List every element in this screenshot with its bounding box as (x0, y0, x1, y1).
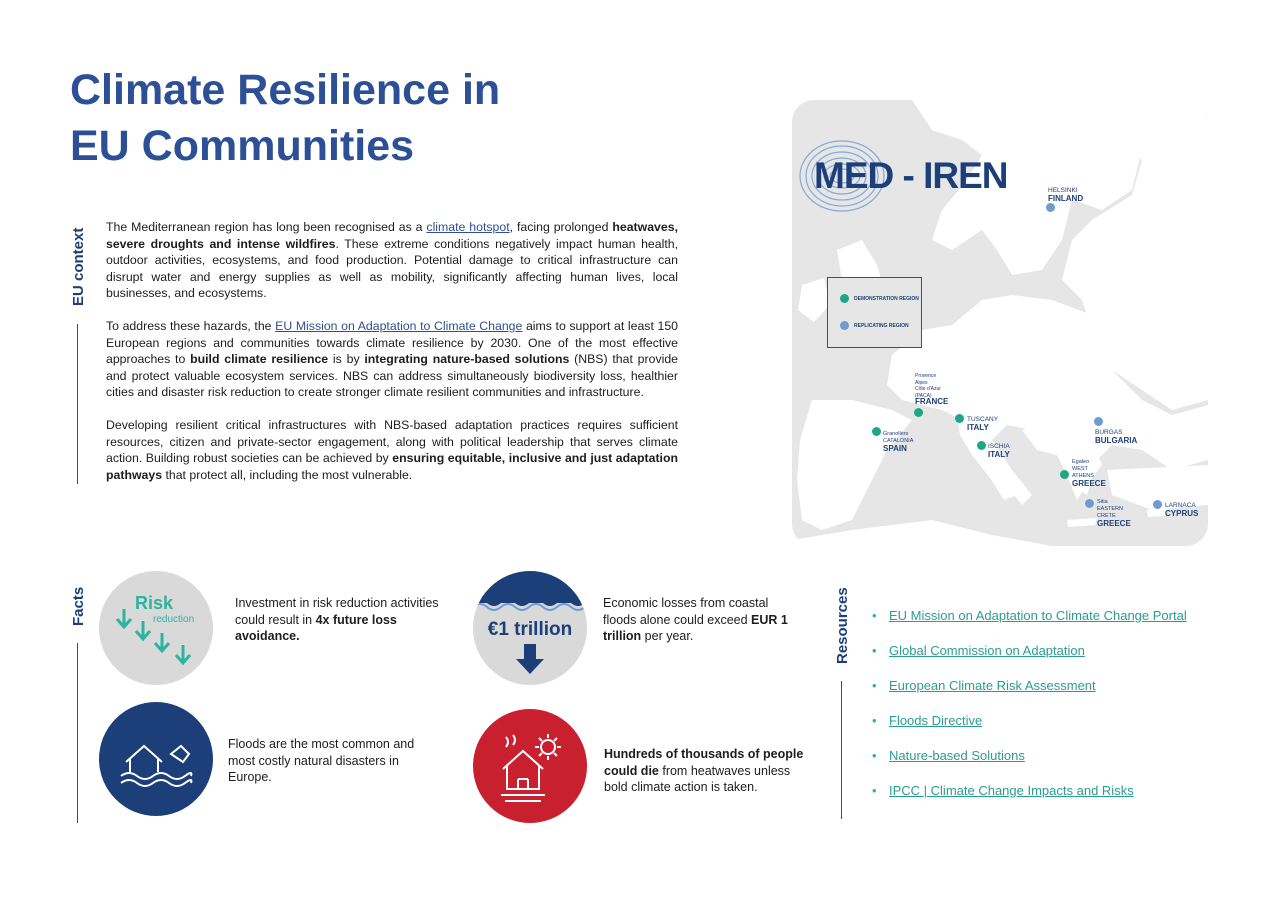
marker-bulgaria (1094, 417, 1103, 426)
bold-text: ensuring equitable, inclusive and just adaptation pathways (106, 451, 678, 482)
map-legend (827, 277, 922, 348)
title-line-2: EU Communities (70, 122, 415, 170)
bold-text: Hundreds of thousands of people could die (604, 747, 804, 778)
text-segment: Floods are the most common and most costly natural disasters in Europe. (228, 737, 415, 784)
marker-cyprus (1153, 500, 1162, 509)
region-bulgaria: BURGAS BULGARIA (1095, 429, 1138, 445)
med-iren-logo: MED - IREN (814, 155, 1008, 196)
marker-spain (872, 427, 881, 436)
region-cyprus: LARNACA CYPRUS (1165, 502, 1199, 518)
legend-demo-dot (840, 294, 849, 303)
fact-risk-text (235, 595, 445, 645)
resource-link-nbs[interactable]: Nature-based Solutions (889, 748, 1025, 763)
region-france: Provence Alpes Côte d'Azur (PACA) FRANCE (915, 373, 949, 406)
resource-link-floods-directive[interactable]: Floods Directive (889, 713, 983, 728)
land-cyprus (1147, 508, 1167, 517)
bold-text: build climate resilience (190, 352, 329, 367)
region-crete: Sitia EASTERN CRETE GREECE (1097, 499, 1131, 528)
text-segment: Economic losses from coastal floods alone could exceed (603, 596, 769, 627)
marker-finland (1046, 203, 1055, 212)
trillion-losses-icon: €1 trillion (473, 571, 587, 685)
fact-trillion-text (603, 595, 788, 645)
text-segment: To address these hazards, the (106, 318, 276, 333)
bold-text: integrating nature-based solutions (364, 352, 570, 367)
flooded-house-icon (99, 702, 213, 816)
section-divider-resources (841, 681, 842, 819)
region-spain: Granollers CATALONIA SPAIN (883, 431, 914, 453)
down-arrow-icon (473, 571, 587, 685)
bold-text: EUR 1 trillion (603, 612, 788, 643)
text-segment: from heatwaves unless bold climate action is taken. (604, 763, 791, 794)
legend-demo-label: DEMONSTRATION REGION (854, 296, 919, 302)
section-divider-context (77, 324, 78, 484)
land-crete (1067, 518, 1097, 527)
legend-replicating-dot (840, 321, 849, 330)
title-line-1: Climate Resilience in (70, 66, 501, 114)
text-segment: is by (328, 352, 365, 367)
risk-reduction-icon: Risk reduction (99, 571, 213, 685)
inline-link[interactable]: climate hotspot (426, 220, 510, 234)
context-paragraph-1 (106, 219, 678, 302)
text-segment: per year. (641, 629, 694, 643)
marker-france (914, 408, 923, 417)
med-iren-map (792, 100, 1208, 546)
marker-crete (1085, 499, 1094, 508)
resource-link-global-commission[interactable]: Global Commission on Adaptation (889, 643, 1085, 658)
heatwave-house-icon (473, 709, 587, 823)
land-iberia (797, 400, 912, 530)
marker-tuscany (955, 414, 964, 423)
text-segment: (NBS) that provide and protect valuable ecosystem services. NBS can address simultaneously biodiversity loss, healthier cities and disaster risk reduction to create stronger climate resilient communities and infrastructure. (106, 352, 679, 400)
region-finland: HELSINKI FINLAND (1048, 187, 1084, 203)
text-segment: that protect all, including the most vulnerable. (162, 467, 413, 482)
fact-heat-text (604, 746, 809, 796)
context-paragraph-3 (106, 417, 678, 483)
resource-link-eu-mission[interactable]: EU Mission on Adaptation to Climate Change Portal (889, 608, 1187, 623)
bold-text: 4x future loss avoidance. (235, 612, 397, 643)
bold-text: heatwaves, severe droughts and intense wildfires (106, 220, 678, 251)
region-tuscany: TUSCANY ITALY (967, 416, 999, 432)
land-ireland (798, 278, 830, 322)
region-ischia: ISCHIA ITALY (988, 443, 1010, 459)
text-segment: Investment in risk reduction activities could result in (235, 596, 439, 627)
heat-house-icon (473, 709, 587, 823)
section-divider-facts (77, 643, 78, 823)
page-title (70, 62, 630, 174)
text-segment: . These extreme conditions negatively impact human health, outdoor activities, ecosystems, and food production. Potential damage to critical infrastructure can disrupt water and energy supplies as well as mobility, significantly affecting human lives, local businesses, and ecosystems. (106, 236, 678, 301)
section-label-resources: Resources (834, 587, 851, 664)
marker-ischia (977, 441, 986, 450)
text-segment: , facing prolonged (509, 220, 613, 234)
legend-replicating-label: REPLICATING REGION (854, 323, 909, 329)
inline-link[interactable]: EU Mission on Adaptation to Climate Change (275, 318, 523, 333)
section-label-facts: Facts (70, 586, 87, 626)
text-segment: aims to support at least 150 European regions and communities towards climate resilience by 2030. One of the most effective approaches to (106, 318, 678, 367)
resource-link-climate-risk[interactable]: European Climate Risk Assessment (889, 678, 1096, 693)
region-athens: Egaleo WEST ATHENS GREECE (1072, 459, 1106, 488)
marker-athens (1060, 470, 1069, 479)
fact-floods-text (228, 736, 433, 786)
context-text (106, 219, 678, 499)
text-segment: Developing resilient critical infrastructures with NBS-based adaptation practices requires sufficient resources, citizen and private-sector engagement, along with political leadership that serves climate action. Building robust societies can be achieved by (106, 417, 678, 466)
resource-link-ipcc[interactable]: IPCC | Climate Change Impacts and Risks (889, 783, 1134, 798)
context-paragraph-2 (106, 318, 678, 401)
flood-house-icon (99, 702, 213, 816)
text-segment: The Mediterranean region has long been recognised as a (106, 220, 427, 234)
down-arrows-icon (99, 571, 213, 685)
section-label-eu-context: EU context (70, 227, 87, 306)
